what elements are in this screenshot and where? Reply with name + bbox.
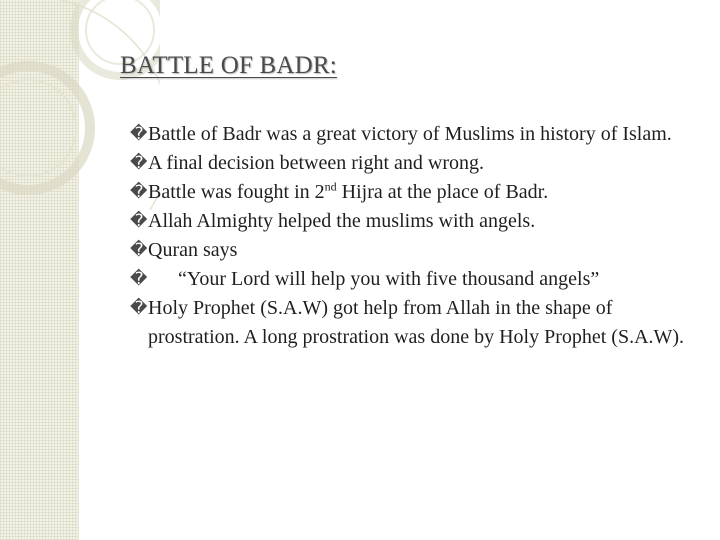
bullet-marker-icon: � xyxy=(130,124,148,144)
bullet-superscript: nd xyxy=(324,179,337,194)
bullet-item-prostration xyxy=(130,294,700,352)
bullet-text: Quran says xyxy=(148,239,238,261)
bullet-marker-icon: � xyxy=(130,153,148,173)
bullet-text-after: Hijra at the place of Badr. xyxy=(336,181,549,203)
bullet-marker-icon: � xyxy=(130,240,148,260)
bullet-marker-icon: � xyxy=(130,269,148,289)
bullet-quote-text: “Your Lord will help you with five thousand angels” xyxy=(178,268,600,290)
bullet-marker-icon: � xyxy=(130,182,148,202)
bullet-item-decision xyxy=(130,149,700,178)
bullet-item-victory xyxy=(130,120,700,149)
bullet-text-before: Battle was fought in 2 xyxy=(148,181,325,203)
bullet-item-quote xyxy=(130,265,700,294)
bullet-text: Holy Prophet (S.A.W) got help from Allah in the shape of prostration. A long prostration was done by Holy Prophet (S.A.W). xyxy=(148,297,685,348)
slide-title: BATTLE OF BADR: xyxy=(120,52,337,79)
bullet-item-quran-says xyxy=(130,236,700,265)
bullet-marker-icon: � xyxy=(130,211,148,231)
bullet-item-date xyxy=(130,178,700,207)
bullet-item-angels xyxy=(130,207,700,236)
bullet-text: Battle of Badr was a great victory of Muslims in history of Islam. xyxy=(148,123,672,145)
bullet-text: Allah Almighty helped the muslims with angels. xyxy=(148,210,536,232)
bullet-text: A final decision between right and wrong. xyxy=(148,152,485,174)
bullet-list xyxy=(130,120,700,352)
bullet-marker-icon: � xyxy=(130,298,148,318)
